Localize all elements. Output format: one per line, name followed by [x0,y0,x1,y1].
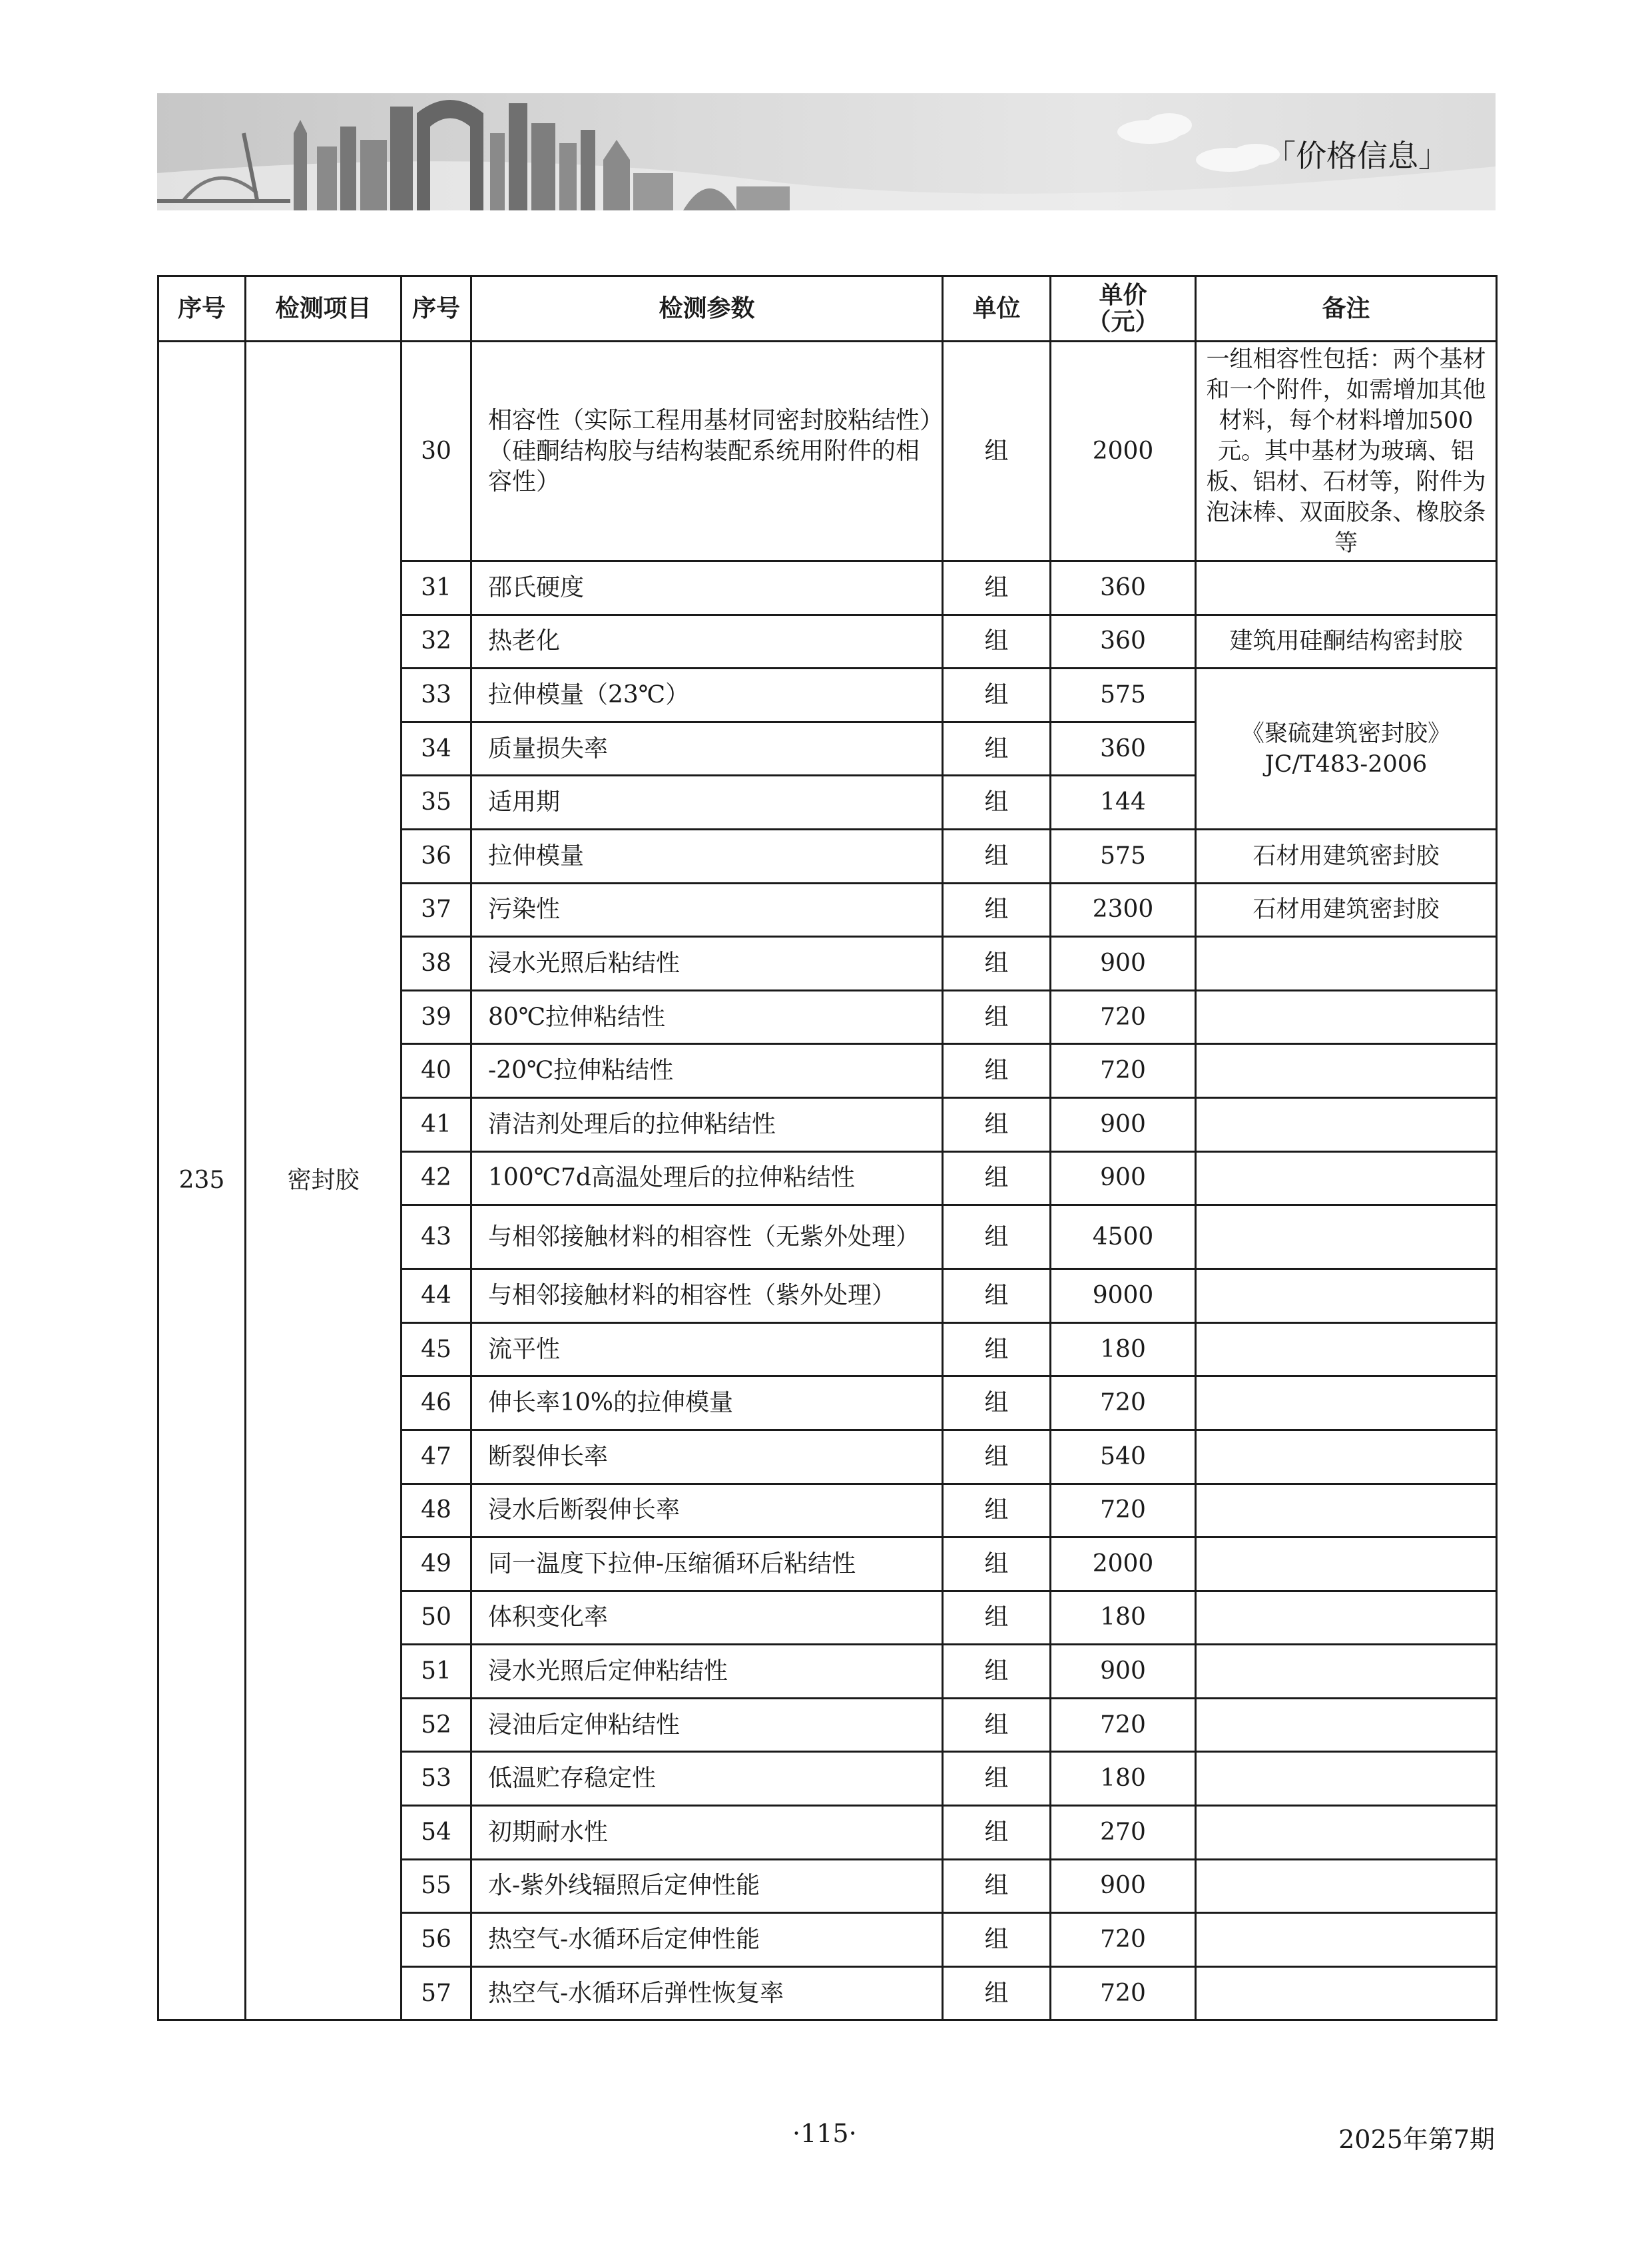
unit-cell: 组 [943,1484,1051,1538]
price-cell: 720 [1051,1913,1196,1967]
table-row [158,342,1497,561]
note-cell: 建筑用硅酮结构密封胶 [1196,615,1497,669]
price-cell: 4500 [1051,1205,1196,1269]
note-cell [1196,1859,1497,1913]
group-no-cell: 235 [158,342,246,2020]
unit-cell: 组 [943,1097,1051,1151]
price-cell: 900 [1051,1097,1196,1151]
note-cell [1196,1322,1497,1376]
price-cell: 720 [1051,1698,1196,1752]
sub-no-cell: 49 [402,1538,471,1591]
note-cell [1196,1538,1497,1591]
param-cell: 邵氏硬度 [471,561,943,615]
param-cell: 低温贮存稳定性 [471,1752,943,1806]
param-cell: 与相邻接触材料的相容性（无紫外处理） [471,1205,943,1269]
sub-no-cell: 34 [402,722,471,776]
note-cell [1196,1205,1497,1269]
param-cell: 拉伸模量 [471,829,943,883]
unit-cell: 组 [943,342,1051,561]
price-cell: 575 [1051,669,1196,722]
header-note: 备注 [1196,276,1497,342]
unit-cell: 组 [943,1376,1051,1430]
issue-label: 2025年第7期 [1338,2125,1495,2154]
sub-no-cell: 46 [402,1376,471,1430]
sub-no-cell: 35 [402,776,471,830]
unit-cell: 组 [943,1645,1051,1699]
unit-cell: 组 [943,829,1051,883]
param-cell: 同一温度下拉伸-压缩循环后粘结性 [471,1538,943,1591]
price-cell: 540 [1051,1430,1196,1484]
price-cell: 900 [1051,1645,1196,1699]
unit-cell: 组 [943,1859,1051,1913]
price-cell: 360 [1051,561,1196,615]
param-cell: 浸水光照后粘结性 [471,937,943,991]
price-cell: 360 [1051,722,1196,776]
sub-no-cell: 41 [402,1097,471,1151]
param-cell: 体积变化率 [471,1591,943,1645]
header-sub-no: 序号 [402,276,471,342]
unit-cell: 组 [943,1966,1051,2020]
price-cell: 360 [1051,615,1196,669]
header-unit: 单位 [943,276,1051,342]
note-cell [1196,1806,1497,1860]
note-cell [1196,1376,1497,1430]
unit-cell: 组 [943,1752,1051,1806]
unit-cell: 组 [943,669,1051,722]
param-cell: 浸水后断裂伸长率 [471,1484,943,1538]
param-cell: 断裂伸长率 [471,1430,943,1484]
note-cell: 《聚硫建筑密封胶》JC/T483-2006 [1196,669,1497,830]
sub-no-cell: 33 [402,669,471,722]
param-cell: 热空气-水循环后弹性恢复率 [471,1966,943,2020]
sub-no-cell: 38 [402,937,471,991]
param-cell: 初期耐水性 [471,1806,943,1860]
note-cell: 石材用建筑密封胶 [1196,829,1497,883]
param-cell: 清洁剂处理后的拉伸粘结性 [471,1097,943,1151]
price-table [157,275,1498,2021]
unit-cell: 组 [943,722,1051,776]
price-cell: 720 [1051,1376,1196,1430]
sub-no-cell: 42 [402,1151,471,1205]
note-cell [1196,990,1497,1044]
section-title: 「价格信息」 [1265,138,1449,174]
param-cell: 拉伸模量（23℃） [471,669,943,722]
unit-cell: 组 [943,883,1051,937]
note-cell [1196,561,1497,615]
sub-no-cell: 40 [402,1044,471,1098]
price-cell: 2000 [1051,342,1196,561]
sub-no-cell: 39 [402,990,471,1044]
price-cell: 900 [1051,1151,1196,1205]
unit-cell: 组 [943,1913,1051,1967]
param-cell: 与相邻接触材料的相容性（紫外处理） [471,1269,943,1323]
sub-no-cell: 44 [402,1269,471,1323]
param-cell: 适用期 [471,776,943,830]
unit-cell: 组 [943,1205,1051,1269]
price-cell: 2000 [1051,1538,1196,1591]
sub-no-cell: 57 [402,1966,471,2020]
param-cell: 100℃7d高温处理后的拉伸粘结性 [471,1151,943,1205]
unit-cell: 组 [943,1269,1051,1323]
param-cell: 热空气-水循环后定伸性能 [471,1913,943,1967]
sub-no-cell: 45 [402,1322,471,1376]
note-cell: 石材用建筑密封胶 [1196,883,1497,937]
price-cell: 2300 [1051,883,1196,937]
note-cell [1196,1913,1497,1967]
param-cell: 相容性（实际工程用基材同密封胶粘结性）（硅酮结构胶与结构装配系统用附件的相容性） [471,342,943,561]
unit-cell: 组 [943,561,1051,615]
unit-cell: 组 [943,1430,1051,1484]
note-cell [1196,1044,1497,1098]
unit-cell: 组 [943,1591,1051,1645]
price-cell: 900 [1051,1859,1196,1913]
note-cell [1196,1484,1497,1538]
sub-no-cell: 31 [402,561,471,615]
price-cell: 144 [1051,776,1196,830]
note-cell [1196,1645,1497,1699]
price-cell: 270 [1051,1806,1196,1860]
note-cell [1196,1151,1497,1205]
sub-no-cell: 51 [402,1645,471,1699]
note-cell [1196,1752,1497,1806]
unit-cell: 组 [943,1151,1051,1205]
price-cell: 720 [1051,1044,1196,1098]
price-cell: 180 [1051,1752,1196,1806]
price-cell: 180 [1051,1322,1196,1376]
unit-cell: 组 [943,990,1051,1044]
note-cell [1196,1097,1497,1151]
header-item: 检测项目 [246,276,402,342]
sub-no-cell: 50 [402,1591,471,1645]
sub-no-cell: 54 [402,1806,471,1860]
param-cell: 水-紫外线辐照后定伸性能 [471,1859,943,1913]
note-cell [1196,937,1497,991]
sub-no-cell: 48 [402,1484,471,1538]
note-cell [1196,1698,1497,1752]
sub-no-cell: 52 [402,1698,471,1752]
param-cell: 污染性 [471,883,943,937]
note-cell [1196,1966,1497,2020]
unit-cell: 组 [943,937,1051,991]
sub-no-cell: 30 [402,342,471,561]
param-cell: 浸水光照后定伸粘结性 [471,1645,943,1699]
price-cell: 900 [1051,937,1196,991]
note-cell: 一组相容性包括：两个基材和一个附件，如需增加其他材料，每个材料增加500元。其中基材为玻璃、铝板、铝材、石材等，附件为泡沫棒、双面胶条、橡胶条等 [1196,342,1497,561]
param-cell: 热老化 [471,615,943,669]
price-cell: 575 [1051,829,1196,883]
price-cell: 9000 [1051,1269,1196,1323]
param-cell: -20℃拉伸粘结性 [471,1044,943,1098]
unit-cell: 组 [943,1806,1051,1860]
sub-no-cell: 37 [402,883,471,937]
page-number: ·115· [792,2119,857,2148]
unit-cell: 组 [943,776,1051,830]
sub-no-cell: 43 [402,1205,471,1269]
note-cell [1196,1430,1497,1484]
unit-cell: 组 [943,1538,1051,1591]
param-cell: 80℃拉伸粘结性 [471,990,943,1044]
unit-cell: 组 [943,1044,1051,1098]
sub-no-cell: 36 [402,829,471,883]
price-cell: 180 [1051,1591,1196,1645]
note-cell [1196,1591,1497,1645]
price-cell: 720 [1051,1484,1196,1538]
header-no: 序号 [158,276,246,342]
price-cell: 720 [1051,1966,1196,2020]
sub-no-cell: 32 [402,615,471,669]
param-cell: 浸油后定伸粘结性 [471,1698,943,1752]
group-item-cell: 密封胶 [246,342,402,2020]
header-banner [157,93,1496,210]
table-header-row [158,276,1497,342]
param-cell: 伸长率10%的拉伸模量 [471,1376,943,1430]
unit-cell: 组 [943,1322,1051,1376]
header-price: 单价 （元） [1051,276,1196,342]
param-cell: 流平性 [471,1322,943,1376]
note-cell [1196,1269,1497,1323]
header-param: 检测参数 [471,276,943,342]
sub-no-cell: 55 [402,1859,471,1913]
unit-cell: 组 [943,615,1051,669]
price-cell: 720 [1051,990,1196,1044]
sub-no-cell: 53 [402,1752,471,1806]
param-cell: 质量损失率 [471,722,943,776]
unit-cell: 组 [943,1698,1051,1752]
sub-no-cell: 47 [402,1430,471,1484]
sub-no-cell: 56 [402,1913,471,1967]
